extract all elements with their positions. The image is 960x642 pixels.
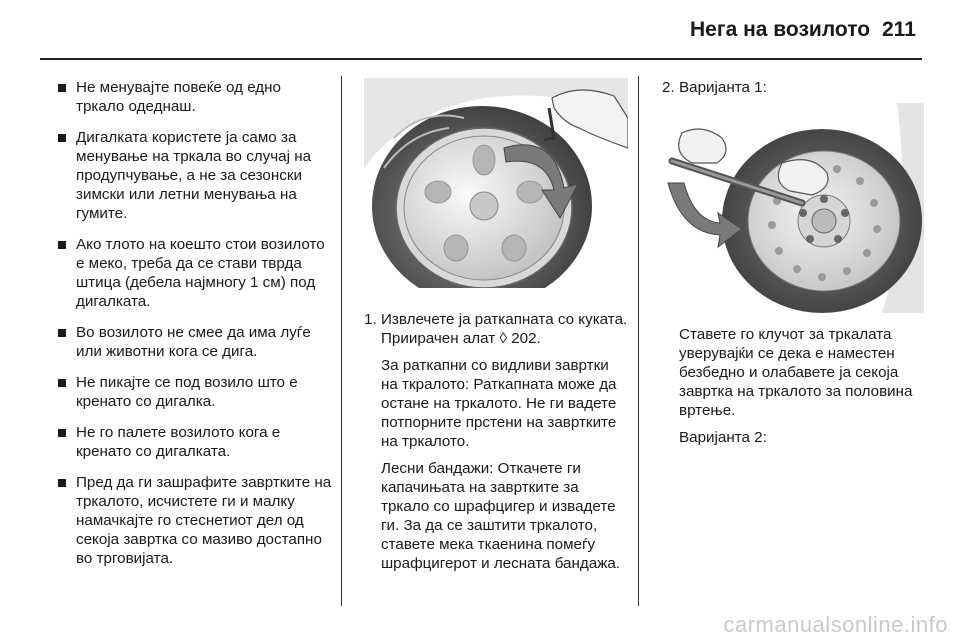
visible-bolts-paragraph: За раткапни со видливи завртки на ткралото: Раткапната може да остане на тркалото. Не ги вадете потпорните прстени на завртките на тркалото. bbox=[381, 357, 617, 450]
step-1: 1. Извлечете ја раткапната со куката. Приирачен алат ◊ 202. За раткапни со видливи завртки на ткралото: Раткапната може да остане на тркалото. Не ги вадете потпорните прстени на завртките на тркалото. Лесни бандажи: Откачете ги капачињата на завртките за тркало со шрафцигер и извадете ги. За да се заштити тркалото, ставете мека ткаенина помеѓу шрафцигерот и лесната бандажа. bbox=[364, 311, 628, 572]
bullet-item: Не го палете возилото кога е кренато со дигалката. bbox=[48, 423, 333, 461]
bullet-square-icon bbox=[58, 84, 66, 92]
hubcap-removal-illustration bbox=[364, 78, 628, 288]
variant-2-label: Варијанта 2: bbox=[679, 429, 767, 446]
step-2-body bbox=[662, 325, 926, 447]
bullet-square-icon bbox=[58, 329, 66, 337]
loosen-bolts-paragraph: Ставете го клучот за тркалата уверувајќи се дека е наместен безбедно и олабавете ја секоја завртка на тркалото за половина вртење. bbox=[679, 326, 913, 419]
bullet-square-icon bbox=[58, 429, 66, 437]
column-left bbox=[48, 78, 333, 580]
bullet-item: Пред да ги зашрафите завртките на тркалото, исчистете ги и малку намачкајте го стеснетиот дел од секоја завртка со мазиво достапно во трговијата. bbox=[48, 473, 333, 568]
step-1-text: Извлечете ја раткапната со куката. Приирачен алат bbox=[381, 311, 628, 347]
alloy-wheels-paragraph: Лесни бандажи: Откачете ги капачињата на завртките за тркало со шрафцигер и извадете ги. За да се заштити тркалото, ставете мека ткаенина помеѓу шрафцигерот и лесната бандажа. bbox=[381, 460, 621, 572]
page-title: Нега на возилото bbox=[690, 18, 871, 41]
column-divider-right bbox=[638, 76, 639, 606]
bullet-item: Дигалката користете ја само за менување на тркала во случај на продупчување, а не за сезонски зимски или летни менувања на гумите. bbox=[48, 128, 333, 223]
page-number: 211 bbox=[882, 18, 916, 41]
safety-bullet-list bbox=[48, 78, 333, 568]
reference-arrow-icon: ◊ bbox=[499, 330, 507, 347]
bullet-item: Не менувајте повеќе од едно тркало одеднаш. bbox=[48, 78, 333, 116]
page-reference: 202. bbox=[511, 330, 541, 347]
wheel-wrench-illustration bbox=[662, 103, 924, 313]
column-middle bbox=[364, 78, 628, 581]
bullet-item: Ако тлото на коешто стои возилото е меко, треба да се стави тврда штица (дебела најмногу 1 см) под дигалката. bbox=[48, 235, 333, 311]
bullet-square-icon bbox=[58, 241, 66, 249]
column-right bbox=[662, 78, 926, 455]
bullet-item: Не пикајте се под возило што е кренато со дигалка. bbox=[48, 373, 333, 411]
header-divider bbox=[40, 58, 922, 60]
variant-1-label: Варијанта 1: bbox=[679, 79, 767, 96]
bullet-square-icon bbox=[58, 479, 66, 487]
bullet-item: Во возилото не смее да има луѓе или животни кога се дига. bbox=[48, 323, 333, 361]
step-2: 2. Варијанта 1: bbox=[662, 79, 767, 96]
watermark-text: carmanualsonline.info bbox=[723, 612, 948, 637]
bullet-square-icon bbox=[58, 379, 66, 387]
column-divider-left bbox=[341, 76, 342, 606]
bullet-square-icon bbox=[58, 134, 66, 142]
